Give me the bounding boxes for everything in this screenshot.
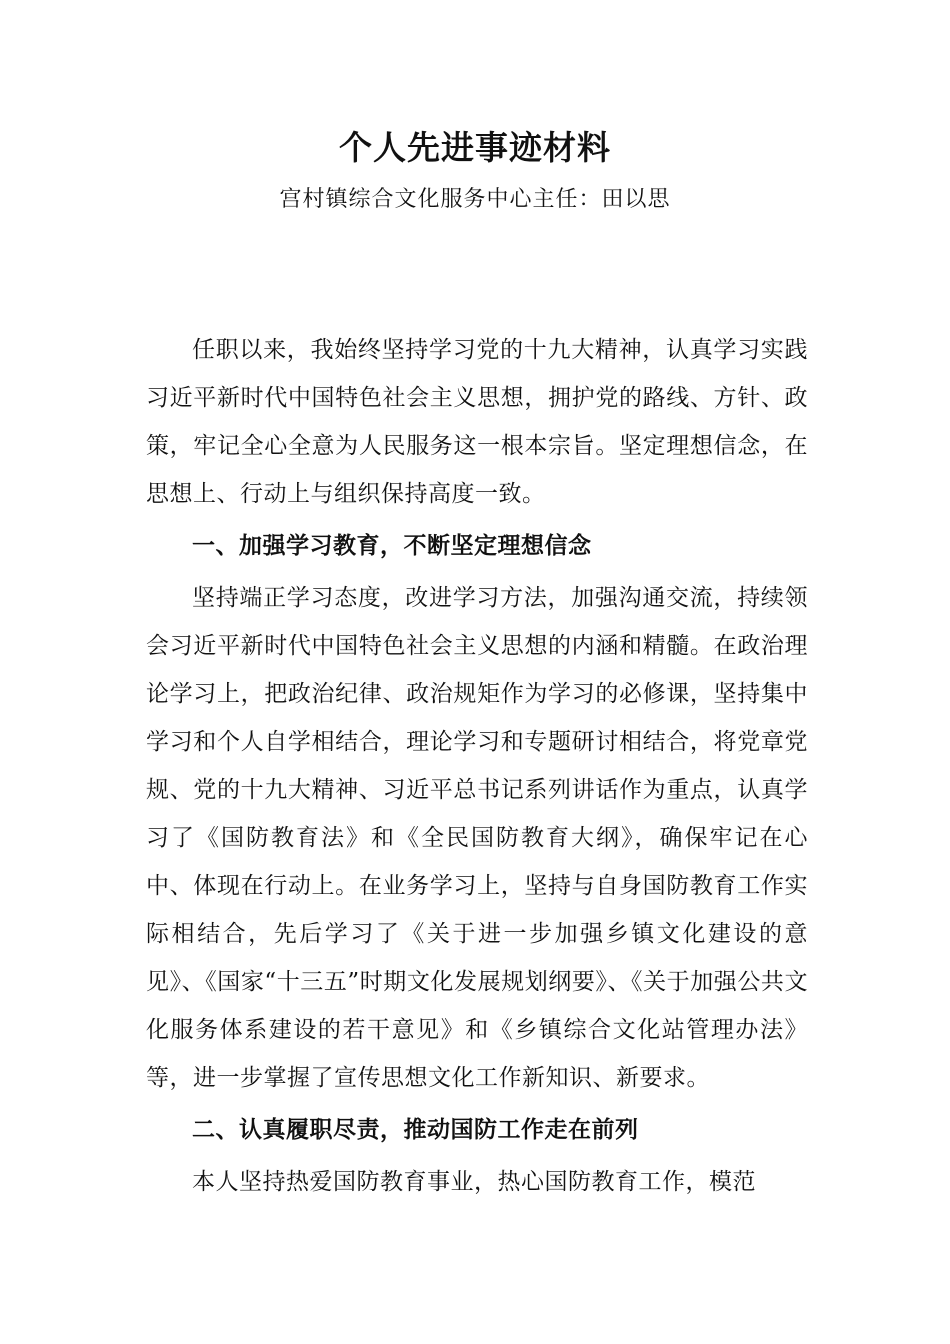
document-body bbox=[146, 326, 808, 1206]
section-heading-1: 一、加强学习教育，不断坚定理想信念 bbox=[192, 533, 592, 559]
intro-paragraph: 任职以来，我始终坚持学习党的十九大精神，认真学习实践习近平新时代中国特色社会主义思想，拥护党的路线、方针、政策，牢记全心全意为人民服务这一根本宗旨。坚定理想信念，在思想上、行动上与组织保持高度一致。 bbox=[146, 337, 808, 507]
document-title: 个人先进事迹材料 bbox=[339, 128, 611, 167]
section-heading-2: 二、认真履职尽责，推动国防工作走在前列 bbox=[192, 1117, 639, 1143]
document-subtitle: 宫村镇综合文化服务中心主任：田以思 bbox=[279, 187, 671, 212]
section-paragraph-2: 本人坚持热爱国防教育事业，热心国防教育工作，模范 bbox=[192, 1169, 756, 1195]
section-paragraph-1: 坚持端正学习态度，改进学习方法，加强沟通交流，持续领会习近平新时代中国特色社会主义思想的内涵和精髓。在政治理论学习上，把政治纪律、政治规矩作为学习的必修课，坚持集中学习和个人自学相结合，理论学习和专题研讨相结合，将党章党规、党的十九大精神、习近平总书记系列讲话作为重点，认真学习了《国防教育法》和《全民国防教育大纲》，确保牢记在心中、体现在行动上。在业务学习上，坚持与自身国防教育工作实际相结合，先后学习了《关于进一步加强乡镇文化建设的意见》、《国家“十三五”时期文化发展规划纲要》、《关于加强公共文化服务体系建设的若干意见》和《乡镇综合文化站管理办法》等，进一步掌握了宣传思想文化工作新知识、新要求。 bbox=[146, 585, 808, 1091]
